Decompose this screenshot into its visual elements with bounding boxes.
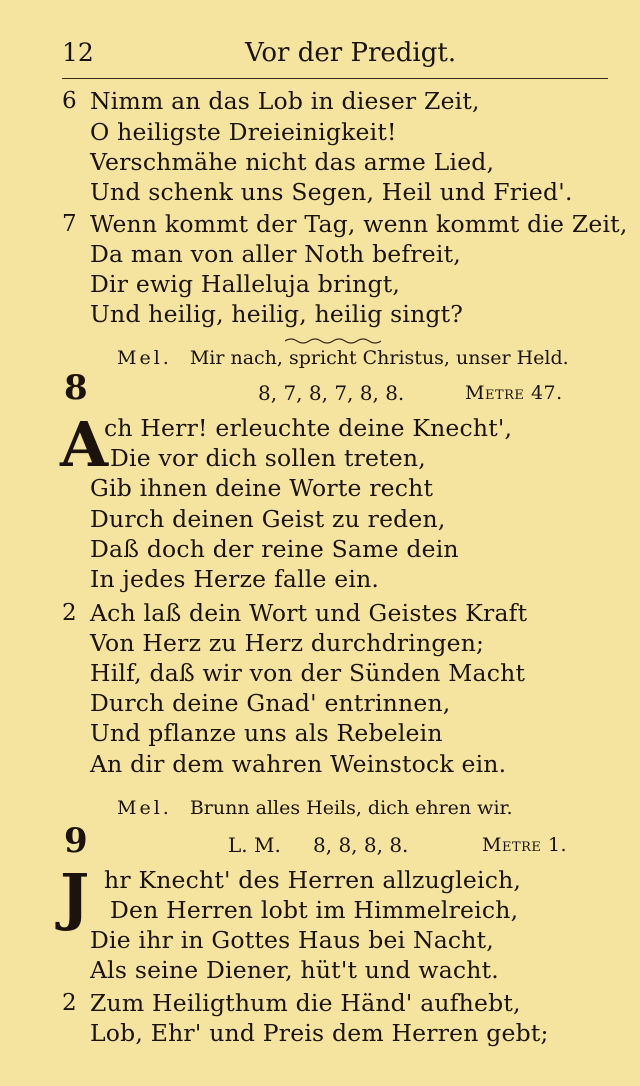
verse-line: Dir ewig Halleluja bringt, bbox=[90, 270, 401, 298]
verse-line: Nimm an das Lob in dieser Zeit, bbox=[90, 87, 480, 115]
verse-line: Da man von aller Noth befreit, bbox=[90, 240, 461, 268]
verse-line: ch Herr! erleuchte deine Knecht', bbox=[104, 414, 513, 442]
stanza-number: 2 bbox=[62, 990, 77, 1016]
page-number: 12 bbox=[62, 38, 94, 67]
verse-line: Durch deinen Geist zu reden, bbox=[90, 505, 446, 533]
metre-reference bbox=[465, 382, 563, 404]
stanza-number: 7 bbox=[62, 211, 77, 237]
verse-line: Die ihr in Gottes Haus bei Nacht, bbox=[90, 926, 494, 954]
melody-label: Mel. bbox=[117, 797, 172, 819]
verse-line: Gib ihnen deine Worte recht bbox=[90, 474, 434, 502]
verse-line: Und schenk uns Segen, Heil und Fried'. bbox=[90, 178, 573, 206]
meter-pattern: 8, 7, 8, 7, 8, 8. bbox=[258, 381, 405, 405]
verse-line: In jedes Herze falle ein. bbox=[90, 565, 380, 593]
stanza-number: 2 bbox=[62, 600, 77, 626]
melody-title: Brunn alles Heils, dich ehren wir. bbox=[189, 797, 513, 819]
verse-line: Als seine Diener, hüt't und wacht. bbox=[90, 956, 499, 984]
meter-pattern: 8, 8, 8, 8. bbox=[313, 833, 409, 857]
verse-line: Von Herz zu Herz durchdringen; bbox=[90, 629, 485, 657]
verse-line: Wenn kommt der Tag, wenn kommt die Zeit, bbox=[90, 210, 628, 238]
meter-code: L. M. bbox=[228, 833, 281, 857]
verse-line: Den Herren lobt im Himmelreich, bbox=[110, 896, 519, 924]
melody-label: Mel. bbox=[117, 347, 172, 369]
metre-number: 1. bbox=[547, 834, 568, 856]
metre-reference bbox=[482, 834, 567, 856]
hymn-number: 8 bbox=[64, 368, 88, 408]
stanza-number: 6 bbox=[62, 88, 77, 114]
verse-line: An dir dem wahren Weinstock ein. bbox=[90, 750, 507, 778]
melody-line bbox=[117, 797, 513, 819]
verse-line: hr Knecht' des Herren allzugleich, bbox=[104, 866, 522, 894]
header-rule bbox=[62, 78, 608, 79]
ornament-divider bbox=[285, 337, 381, 345]
metre-label: Metre bbox=[465, 382, 525, 404]
verse-line: Daß doch der reine Same dein bbox=[90, 535, 459, 563]
verse-line: O heiligste Dreieinigkeit! bbox=[90, 118, 397, 146]
metre-number: 47. bbox=[530, 382, 563, 404]
drop-cap: A bbox=[60, 408, 109, 481]
verse-line: Durch deine Gnad' entrinnen, bbox=[90, 689, 451, 717]
hymn-number: 9 bbox=[64, 821, 88, 861]
verse-line: Zum Heiligthum die Händ' aufhebt, bbox=[90, 989, 521, 1017]
drop-cap: J bbox=[60, 860, 90, 933]
melody-line bbox=[117, 347, 569, 369]
verse-line: Und pflanze uns als Rebelein bbox=[90, 719, 443, 747]
metre-label: Metre bbox=[482, 834, 542, 856]
verse-line: Verschmähe nicht das arme Lied, bbox=[90, 148, 495, 176]
verse-line: Hilf, daß wir von der Sünden Macht bbox=[90, 659, 526, 687]
running-header-title: Vor der Predigt. bbox=[245, 38, 457, 68]
verse-line: Die vor dich sollen treten, bbox=[110, 444, 426, 472]
melody-title: Mir nach, spricht Christus, unser Held. bbox=[189, 347, 569, 369]
verse-line: Lob, Ehr' und Preis dem Herren gebt; bbox=[90, 1019, 549, 1047]
verse-line: Und heilig, heilig, heilig singt? bbox=[90, 300, 464, 328]
verse-line: Ach laß dein Wort und Geistes Kraft bbox=[90, 599, 528, 627]
